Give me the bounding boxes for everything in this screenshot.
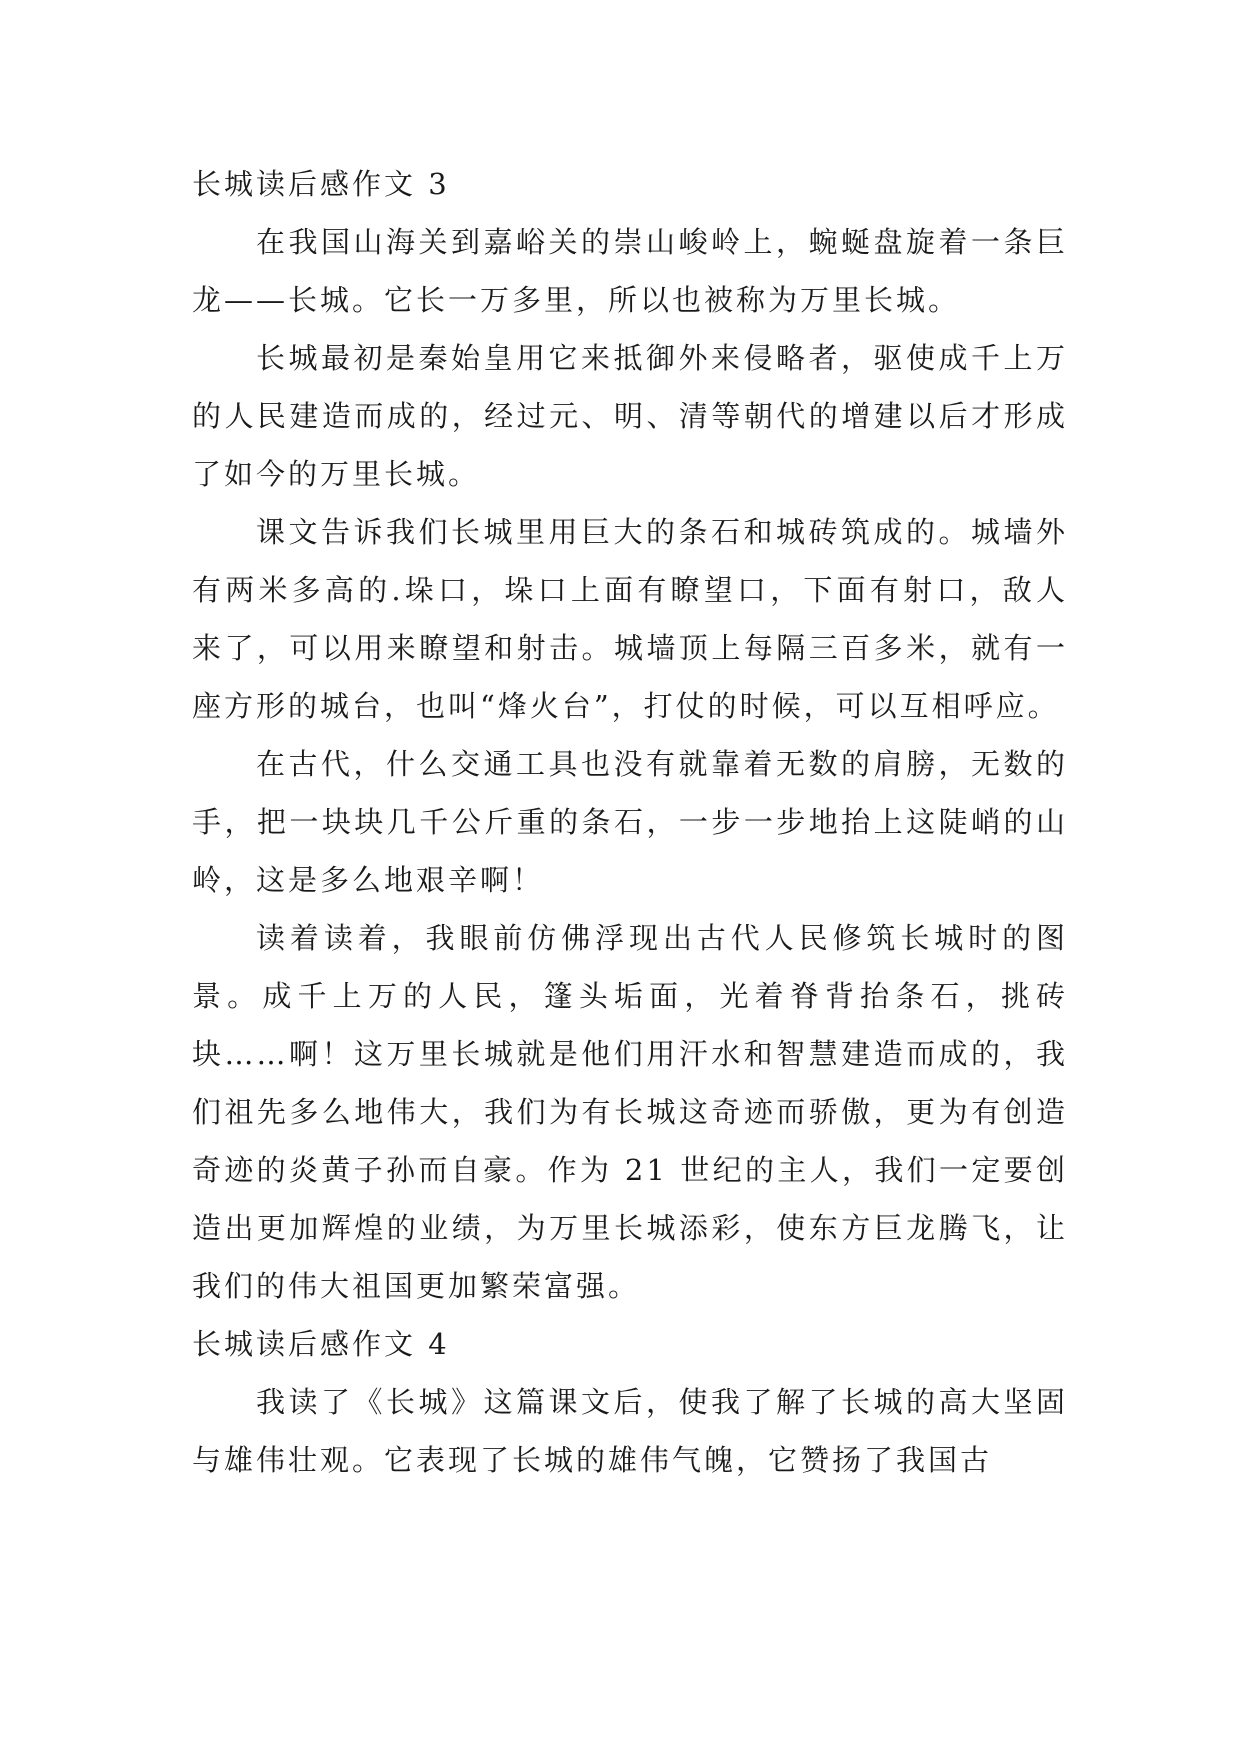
paragraph: 在我国山海关到嘉峪关的崇山峻岭上，蜿蜒盘旋着一条巨龙——长城。它长一万多里，所以也被称为万里长城。 [192,225,1068,317]
section-title-4: 长城读后感作文 4 [192,1327,450,1361]
section-title-3: 长城读后感作文 3 [192,167,450,201]
paragraph: 长城最初是秦始皇用它来抵御外来侵略者，驱使成千上万的人民建造而成的，经过元、明、清等朝代的增建以后才形成了如今的万里长城。 [192,341,1068,491]
paragraph: 我读了《长城》这篇课文后，使我了解了长城的高大坚固与雄伟壮观。它表现了长城的雄伟气魄，它赞扬了我国古 [192,1385,1068,1477]
paragraph: 读着读着，我眼前仿佛浮现出古代人民修筑长城时的图景。成千上万的人民，篷头垢面，光着脊背抬条石，挑砖块……啊！这万里长城就是他们用汗水和智慧建造而成的，我们祖先多么地伟大，我们为有长城这奇迹而骄傲，更为有创造奇迹的炎黄子孙而自豪。作为 21 世纪的主人，我们一定要创造出更加辉煌的业绩，为万里长城添彩，使东方巨龙腾飞，让我们的伟大祖国更加繁荣富强。 [192,921,1068,1303]
paragraph: 在古代，什么交通工具也没有就靠着无数的肩膀，无数的手，把一块块几千公斤重的条石，一步一步地抬上这陡峭的山岭，这是多么地艰辛啊！ [192,747,1068,897]
paragraph: 课文告诉我们长城里用巨大的条石和城砖筑成的。城墙外有两米多高的.垛口，垛口上面有瞭望口，下面有射口，敌人来了，可以用来瞭望和射击。城墙顶上每隔三百多米，就有一座方形的城台，也叫“烽火台”，打仗的时候，可以互相呼应。 [192,515,1068,723]
document-body [192,155,1068,1489]
